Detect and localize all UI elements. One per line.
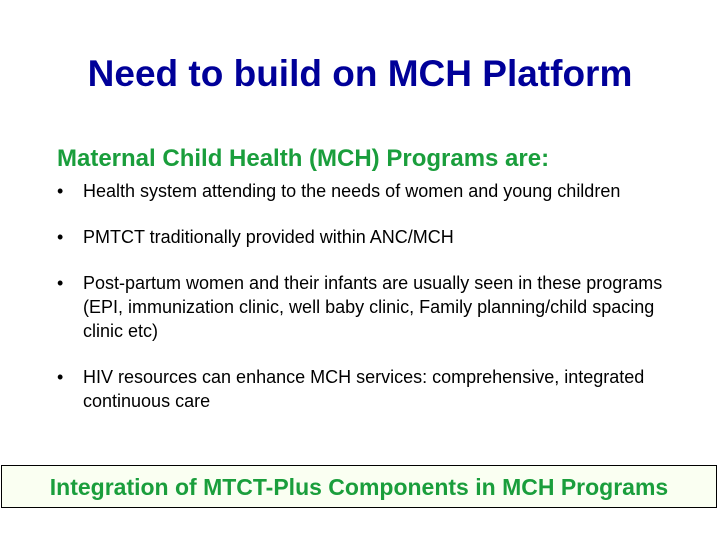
bullet-text: Health system attending to the needs of women and young children — [83, 181, 621, 201]
bullet-text: HIV resources can enhance MCH services: comprehensive, integrated continuous care — [83, 367, 645, 411]
bullet-list — [57, 179, 697, 435]
bullet-item — [57, 271, 697, 343]
bullet-item — [57, 365, 697, 413]
bullet-item — [57, 179, 697, 203]
bullet-item — [57, 225, 697, 249]
bullet-text: Post-partum women and their infants are usually seen in these programs (EPI, immunization clinic, well baby clinic, Family planning/child spacing clinic etc) — [83, 273, 663, 341]
bullet-text: PMTCT traditionally provided within ANC/MCH — [83, 227, 454, 247]
bullet-marker: • — [57, 181, 64, 201]
slide-title: Need to build on MCH Platform — [87, 53, 633, 94]
bullet-marker: • — [57, 367, 64, 387]
banner-text: Integration of MTCT-Plus Components in MCH Programs — [49, 473, 669, 500]
section-heading: Maternal Child Health (MCH) Programs are: — [57, 145, 550, 172]
bottom-banner — [1, 465, 717, 508]
bullet-marker: • — [57, 273, 64, 293]
bullet-marker: • — [57, 227, 64, 247]
